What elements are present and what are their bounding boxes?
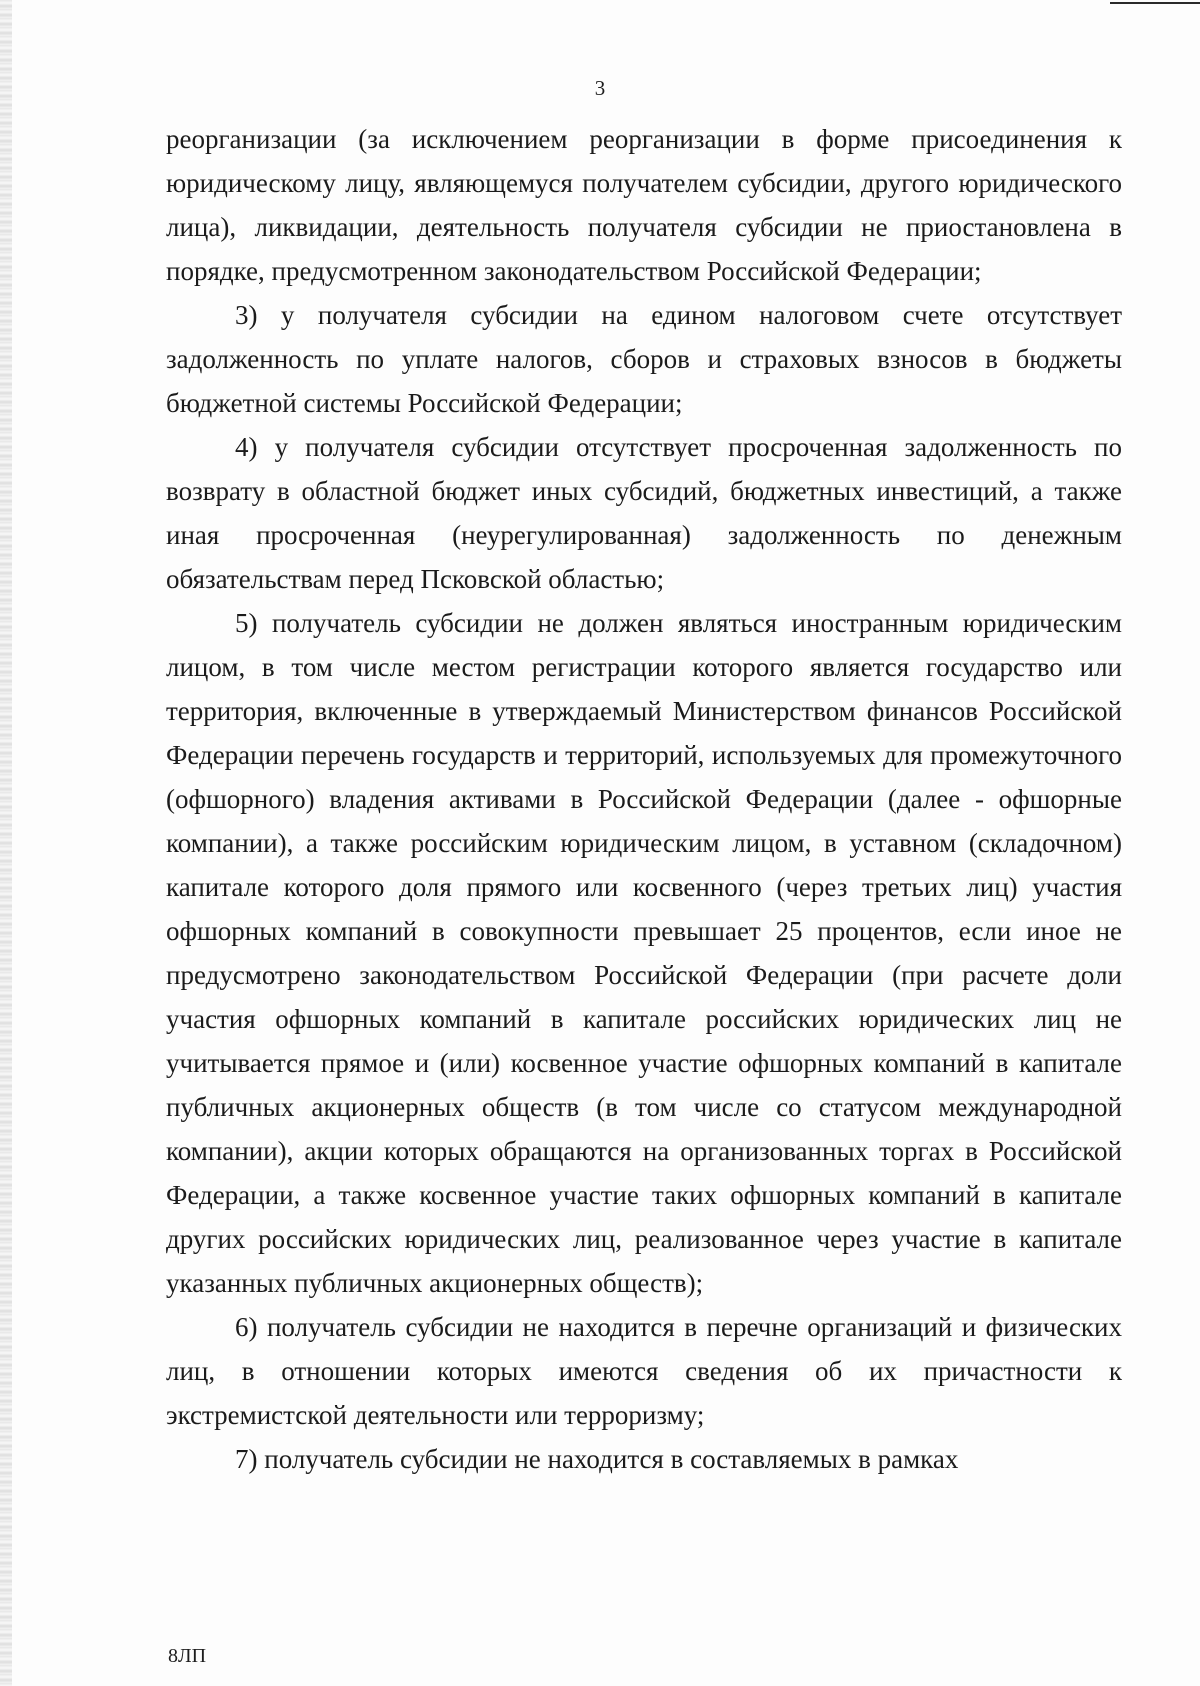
scan-edge xyxy=(0,0,12,1686)
paragraph-item-3: 3) у получателя субсидии на едином налоговом счете отсутствует задолженность по уплате налогов, сборов и страховых взносов в бюджеты бюджетной системы Российской Федерации; xyxy=(166,300,1122,418)
paragraph-continuation: реорганизации (за исключением реорганизации в форме присоединения к юридическому лицу, являющемуся получателем субсидии, другого юридического лица), ликвидации, деятельность получателя субсидии не приостановлена в порядке, предусмотренном законодательством Российской Федерации; xyxy=(166,124,1122,286)
paragraph-item-6: 6) получатель субсидии не находится в перечне организаций и физических лиц, в отношении которых имеются сведения об их причастности к экстремистской деятельности или терроризму; xyxy=(166,1312,1122,1430)
paragraph-item-5: 5) получатель субсидии не должен являться иностранным юридическим лицом, в том числе местом регистрации которого является государство или территория, включенные в утверждаемый Министерством финансов Российской Федерации перечень государств и территорий, используемых для промежуточного (офшорного) владения активами в Российской Федерации (далее - офшорные компании), а также российским юридическим лицом, в уставном (складочном) капитале которого доля прямого или косвенного (через третьих лиц) участия офшорных компаний в совокупности превышает 25 процентов, если иное не предусмотрено законодательством Российской Федерации (при расчете доли участия офшорных компаний в капитале российских юридических лиц не учитывается прямое и (или) косвенное участие офшорных компаний в капитале публичных акционерных обществ (в том числе со статусом международной компании), акции которых обращаются на организованных торгах в Российской Федерации, а также косвенное участие таких офшорных компаний в капитале других российских юридических лиц, реализованное через участие в капитале указанных публичных акционерных обществ); xyxy=(166,608,1122,1298)
corner-rule xyxy=(1110,2,1200,4)
page-number: 3 xyxy=(594,76,606,100)
paragraph-item-7: 7) получатель субсидии не находится в составляемых в рамках xyxy=(235,1444,959,1474)
paragraph-item-4: 4) у получателя субсидии отсутствует просроченная задолженность по возврату в областной бюджет иных субсидий, бюджетных инвестиций, а также иная просроченная (неурегулированная) задолженность по денежным обязательствам перед Псковской областью; xyxy=(166,432,1122,594)
document-body xyxy=(166,117,1122,1481)
document-code: 8ЛП xyxy=(168,1645,207,1667)
